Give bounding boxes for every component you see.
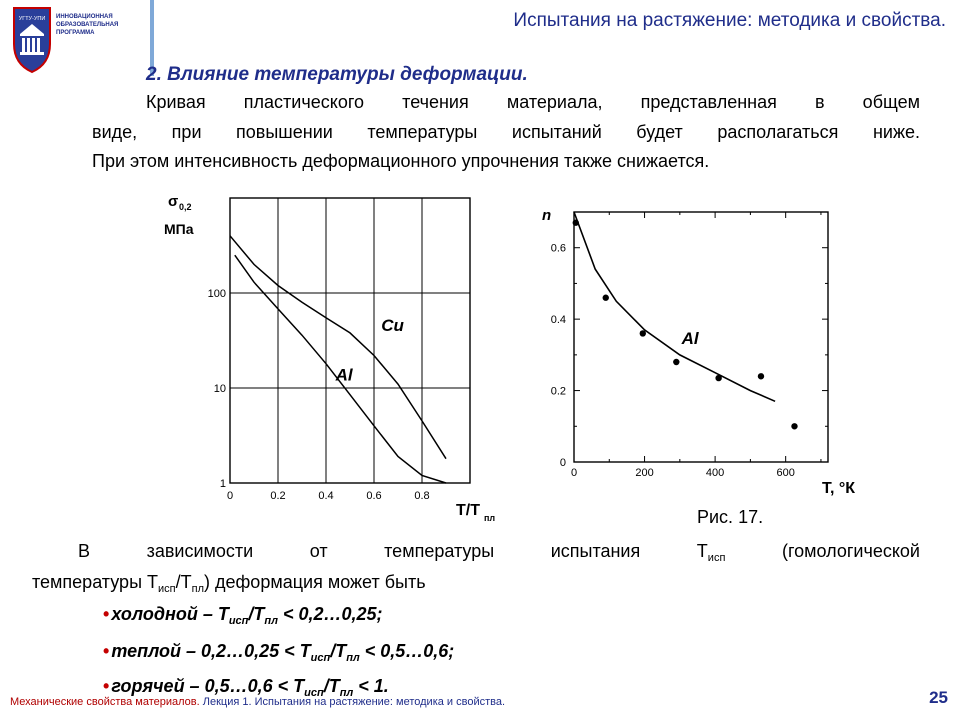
- right-data-point: [758, 373, 764, 379]
- right-y-tick-label: 0: [559, 457, 566, 469]
- para-word-5: испытания: [550, 541, 641, 561]
- right-xlabel: T, °К: [822, 480, 856, 497]
- bullet-1-sub2: пл: [264, 615, 278, 627]
- left-x-tick-label: 0.2: [270, 490, 286, 502]
- bullet-2-a: теплой – 0,2…0,25 < Т: [111, 641, 311, 661]
- slide-title: Испытания на растяжение: методика и свойства.: [513, 10, 946, 31]
- bullet-3-sub1: исп: [304, 687, 324, 699]
- right-data-point: [640, 330, 646, 336]
- footer-course: Механические свойства материалов.: [10, 696, 200, 708]
- intro-line-1: Кривая пластического течения материала, представленная в общем: [146, 92, 920, 112]
- bullet-3-c: < 1.: [353, 676, 389, 696]
- left-y-tick-label: 100: [207, 288, 226, 300]
- bullet-3-b: /Т: [323, 676, 340, 696]
- intro-line-2: виде, при повышении температуры испытаний будет располагаться ниже.: [92, 122, 920, 142]
- bullet-2-b: /Т: [330, 641, 347, 661]
- bullet-2-sub2: пл: [346, 652, 360, 664]
- para-line2-sub2: пл: [191, 583, 204, 595]
- logo-program-line-2: ОБРАЗОВАТЕЛЬНАЯ: [56, 22, 119, 28]
- logo-program-line-1: ИННОВАЦИОННАЯ: [56, 14, 113, 20]
- right-y-tick-label: 0.2: [550, 385, 566, 398]
- para-line2-sub1: исп: [158, 583, 176, 595]
- right-x-tick-label: 600: [776, 467, 795, 479]
- right-fit-curve-al: [574, 212, 775, 401]
- bullet-1-a: холодной – Т: [111, 604, 229, 624]
- right-y-tick-label: 0.4: [550, 314, 566, 327]
- bullet-1-c: < 0,2…0,25;: [277, 604, 383, 624]
- bullet-2-sub1: исп: [310, 652, 331, 664]
- left-series-label-cu: Cu: [381, 315, 404, 335]
- right-data-point: [715, 375, 721, 381]
- right-x-tick-label: 400: [705, 467, 725, 479]
- para-t-symbol: Т: [696, 541, 708, 561]
- bullet-dot-icon: •: [103, 641, 110, 661]
- left-x-tick-label: 0: [226, 490, 234, 502]
- right-data-point: [573, 220, 579, 226]
- right-x-tick-label: 0: [570, 467, 578, 479]
- right-y-tick-label: 0.6: [550, 242, 566, 255]
- paragraph-line-2: [32, 572, 426, 595]
- bullet-1-sub1: исп: [228, 615, 249, 627]
- paragraph-line-1: [78, 541, 920, 564]
- para-t-isp: [697, 541, 726, 564]
- logo-program-line-3: ПРОГРАММА: [56, 30, 95, 36]
- page-number: 25: [929, 688, 948, 707]
- para-word-2: зависимости: [146, 541, 254, 561]
- para-line2-c: ) деформация может быть: [203, 572, 426, 592]
- right-plot-frame: [574, 212, 828, 462]
- left-series-line-cu: [230, 236, 446, 459]
- para-line2-b: /Т: [175, 572, 192, 592]
- right-data-point: [791, 423, 797, 429]
- bullet-dot-icon: •: [103, 604, 110, 624]
- intro-line-3: При этом интенсивность деформационного упрочнения также снижается.: [92, 151, 710, 171]
- para-word-tail: (гомологической: [781, 541, 920, 561]
- left-x-tick-label: 0.8: [414, 490, 430, 502]
- para-word-3: от: [309, 541, 328, 561]
- section-heading: 2. Влияние температуры деформации.: [146, 64, 528, 85]
- footer-text: [10, 696, 505, 708]
- bullet-3-a: горячей – 0,5…0,6 < Т: [111, 676, 305, 696]
- logo-brand: УГТУ-УПИ: [18, 16, 46, 22]
- para-line2-a: температуры Т: [32, 572, 158, 592]
- right-series-label-al: Al: [681, 329, 699, 349]
- bullet-3-sub2: пл: [339, 687, 354, 699]
- bullet-1-b: /Т: [248, 604, 265, 624]
- bullet-cold-deformation: [103, 604, 383, 627]
- left-x-tick-label: 0.6: [366, 490, 382, 502]
- para-word-1: В: [78, 541, 91, 561]
- right-ylabel: n: [542, 207, 552, 224]
- left-ylabel-sub: 0,2: [179, 202, 192, 212]
- bullet-2-c: < 0,5…0,6;: [359, 641, 455, 661]
- right-x-tick-label: 200: [635, 467, 654, 479]
- left-xlabel-sub: пл: [484, 513, 496, 523]
- right-data-point: [673, 359, 679, 365]
- left-series-label-al: Al: [335, 365, 353, 385]
- para-t-sub: исп: [707, 552, 726, 564]
- left-y-tick-label: 10: [213, 383, 226, 395]
- left-xlabel: Т/Т: [456, 502, 480, 519]
- bullet-warm-deformation: [103, 641, 454, 664]
- para-word-4: температуры: [384, 541, 495, 561]
- right-data-point: [603, 295, 609, 301]
- footer-lecture: Лекция 1. Испытания на растяжение: методика и свойства.: [202, 696, 506, 708]
- left-ylabel-symbol: σ: [168, 193, 179, 210]
- left-x-tick-label: 0.4: [318, 490, 334, 502]
- figure-caption: Рис. 17.: [697, 507, 764, 527]
- bullet-dot-icon: •: [103, 676, 110, 696]
- left-ylabel-unit: МПа: [164, 221, 194, 237]
- left-y-tick-label: 1: [219, 478, 226, 490]
- chart-yield-stress-vs-homologous-temperature: [160, 188, 540, 528]
- chart-strain-hardening-exponent-vs-temperature: [530, 200, 875, 505]
